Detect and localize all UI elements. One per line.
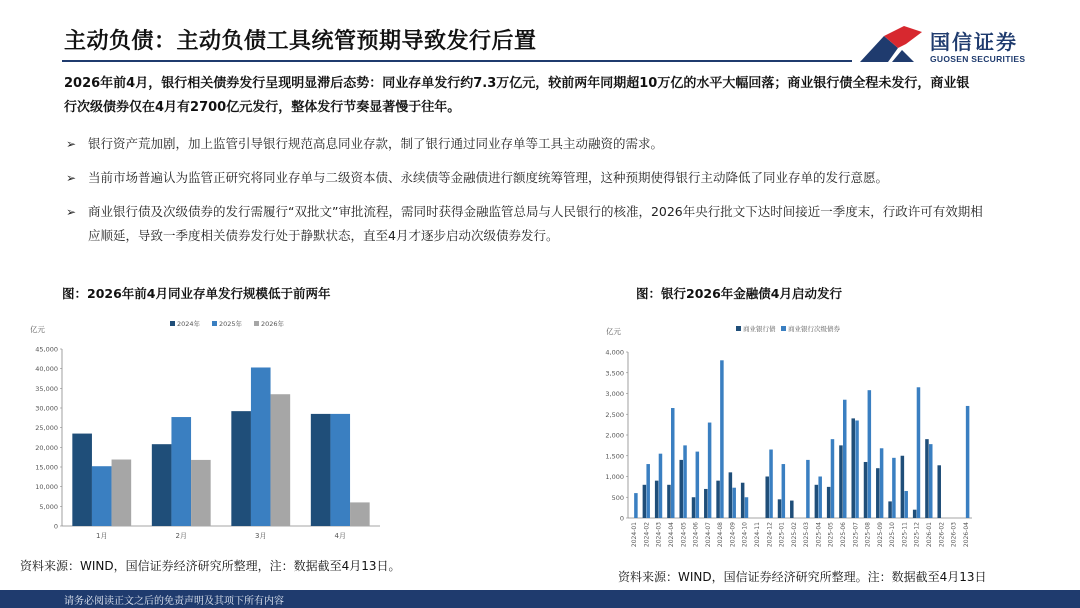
arrow-bullet-icon: ➢ [66, 205, 77, 219]
x-tick-label: 2024-08 [717, 522, 725, 548]
bar-商业银行次级债券-2024-08 [720, 360, 724, 518]
bank-bond-issuance-chart [590, 318, 990, 568]
legend-label: 商业银行次级债券 [788, 325, 840, 333]
bar-商业银行债-2025-08 [864, 462, 868, 518]
legend-label: 商业银行债 [743, 325, 776, 333]
y-tick-label: 35,000 [35, 384, 58, 393]
y-tick-label: 15,000 [35, 463, 58, 472]
bullet-item [64, 132, 984, 156]
bar-商业银行次级债券-2025-01 [782, 464, 786, 518]
bar-商业银行次级债券-2024-12 [769, 450, 773, 518]
bar-商业银行次级债券-2025-06 [843, 400, 847, 518]
x-tick-label: 2024-11 [754, 522, 761, 548]
bar-商业银行债-2024-09 [729, 472, 733, 518]
y-tick-label: 25,000 [35, 424, 58, 433]
bar-2025年-3月 [251, 367, 271, 526]
bullet-text: 银行资产荒加剧，加上监管引导银行规范高息同业存款，制了银行通过同业存单等工具主动融资的需求。 [88, 136, 664, 151]
x-tick-label: 2024-09 [729, 522, 737, 548]
bar-2024年-4月 [311, 414, 331, 526]
y-tick-label: 5,000 [39, 502, 58, 511]
bar-商业银行债-2024-07 [704, 489, 708, 518]
bar-商业银行次级债券-2024-10 [745, 497, 749, 518]
bar-商业银行次级债券-2025-11 [904, 491, 908, 518]
bar-商业银行债-2025-07 [851, 418, 855, 518]
x-tick-label: 2026-03 [950, 522, 958, 548]
y-tick-label: 20,000 [35, 443, 58, 452]
bar-2026年-3月 [271, 394, 291, 526]
y-tick-label: 40,000 [35, 365, 58, 374]
x-tick-label: 2025-02 [790, 522, 798, 548]
y-tick-label: 3,500 [605, 369, 624, 378]
x-tick-label: 2025-09 [876, 522, 884, 548]
x-tick-label: 2025-05 [827, 522, 835, 548]
bar-商业银行债-2024-10 [741, 483, 745, 518]
y-tick-label: 45,000 [35, 345, 58, 354]
y-tick-label: 0 [53, 522, 58, 531]
x-tick-label: 3月 [255, 532, 267, 540]
bar-2026年-4月 [350, 502, 370, 526]
x-tick-label: 2024-06 [692, 522, 700, 548]
legend-label: 2026年 [261, 320, 285, 328]
x-tick-label: 2024-03 [655, 522, 663, 548]
x-tick-label: 2025-06 [840, 522, 847, 548]
bar-商业银行债-2024-05 [679, 460, 683, 518]
y-tick-label: 0 [619, 514, 624, 523]
x-tick-label: 2025-08 [864, 522, 872, 548]
guosen-logo [858, 22, 1058, 68]
bar-2025年-4月 [330, 414, 350, 526]
page-title: 主动负债：主动负债工具统管预期导致发行后置 [64, 29, 537, 54]
chart1-source-note: 资料来源：WIND，国信证券经济研究所整理，注：数据截至4月13日。 [20, 559, 401, 573]
bullet-text: 商业银行债及次级债券的发行需履行“双批文”审批流程，需同时获得金融监管总局与人民银行的核准，2026年央行批文下达时间接近一季度末，行政许可有效期相应顺延，导致一季度相关债券发行处于静默状态，直至4月才逐步启动次级债券发行。 [88, 204, 983, 243]
bar-商业银行次级债券-2024-02 [646, 464, 650, 518]
bar-2025年-2月 [171, 417, 191, 526]
bar-商业银行次级债券-2025-12 [917, 387, 921, 518]
bar-商业银行债-2025-06 [839, 445, 843, 518]
bar-商业银行债-2025-01 [778, 499, 782, 518]
x-tick-label: 2025-04 [815, 522, 823, 548]
bullet-item [64, 166, 984, 190]
bullet-item [64, 200, 984, 248]
bar-商业银行债-2025-05 [827, 487, 831, 518]
logo-text-en: GUOSEN SECURITIES [930, 54, 1026, 64]
guosen-logo-icon [858, 22, 924, 66]
bar-商业银行债-2024-08 [716, 481, 720, 518]
legend-label: 2024年 [177, 320, 201, 328]
bar-商业银行债-2024-12 [765, 477, 769, 519]
chart2-title: 图：银行2026年金融债4月启动发行 [636, 286, 842, 301]
x-tick-label: 2025-11 [901, 522, 909, 548]
y-tick-label: 1,000 [605, 473, 624, 481]
bar-商业银行次级债券-2025-03 [806, 460, 810, 518]
bar-商业银行次级债券-2024-06 [696, 452, 700, 518]
x-tick-label: 2025-01 [778, 522, 786, 548]
bar-商业银行债-2025-10 [888, 501, 892, 518]
bar-商业银行债-2025-12 [913, 510, 917, 518]
bar-2025年-1月 [92, 466, 112, 526]
x-tick-label: 2025-12 [913, 522, 921, 548]
x-tick-label: 2024-07 [704, 522, 712, 548]
y-axis-unit-label: 亿元 [30, 325, 45, 334]
bar-2024年-2月 [152, 444, 172, 526]
x-tick-label: 2025-10 [889, 522, 897, 548]
x-tick-label: 2024-01 [631, 522, 639, 548]
bar-商业银行次级债券-2025-09 [880, 448, 884, 518]
lead-paragraph: 2026年前4月，银行相关债券发行呈现明显滞后态势：同业存单发行约7.3万亿元，较前两年同期超10万亿的水平大幅回落；商业银行债全程未发行，商业银行次级债券仅在4月有2700亿元发行，整体发行节奏显著慢于往年。 [64, 76, 970, 115]
bar-商业银行债-2025-09 [876, 468, 880, 518]
bar-商业银行次级债券-2024-09 [732, 488, 736, 518]
x-tick-label: 2026-01 [926, 522, 933, 548]
legend-label: 2025年 [219, 320, 243, 328]
bar-商业银行次级债券-2025-05 [831, 439, 835, 518]
footer-bar [0, 590, 1080, 608]
bar-商业银行债-2025-02 [790, 501, 794, 518]
bar-商业银行债-2024-03 [655, 481, 659, 518]
bar-商业银行债-2024-04 [667, 485, 671, 518]
bar-商业银行次级债券-2024-03 [659, 454, 663, 518]
bar-商业银行次级债券-2024-04 [671, 408, 675, 518]
bar-商业银行债-2025-04 [815, 485, 819, 518]
bar-商业银行债-2024-06 [692, 497, 696, 518]
bar-2024年-3月 [231, 411, 251, 526]
bar-商业银行债-2026-02 [937, 465, 941, 518]
legend-swatch [170, 321, 175, 326]
y-tick-label: 10,000 [35, 483, 58, 492]
x-tick-label: 2026-04 [962, 522, 970, 548]
x-tick-label: 2月 [175, 532, 187, 540]
y-tick-label: 3,000 [605, 390, 624, 398]
x-tick-label: 2024-04 [668, 522, 675, 548]
bullet-text: 当前市场普遍认为监管正研究将同业存单与二级资本债、永续债等金融债进行额度统筹管理，这种预期使得银行主动降低了同业存单的发行意愿。 [88, 170, 889, 185]
x-tick-label: 2025-07 [852, 522, 860, 548]
bar-商业银行次级债券-2024-05 [683, 445, 687, 518]
x-tick-label: 2026-02 [938, 522, 946, 548]
ncd-issuance-chart [0, 314, 400, 548]
x-tick-label: 2025-03 [803, 522, 811, 548]
bar-商业银行次级债券-2024-07 [708, 423, 712, 518]
legend-swatch [736, 326, 741, 331]
disclaimer-text: 请务必阅读正文之后的免责声明及其项下所有内容 [64, 596, 284, 607]
legend-swatch [212, 321, 217, 326]
arrow-bullet-icon: ➢ [66, 171, 77, 185]
legend-swatch [254, 321, 259, 326]
x-tick-label: 1月 [96, 532, 108, 540]
chart1-title: 图：2026年前4月同业存单发行规模低于前两年 [62, 286, 331, 301]
bar-商业银行次级债券-2024-01 [634, 493, 638, 518]
y-tick-label: 500 [611, 493, 624, 502]
bar-商业银行次级债券-2025-08 [868, 390, 872, 518]
chart2-source-note: 资料来源：WIND，国信证券经济研究所整理。注：数据截至4月13日 [618, 570, 987, 584]
y-tick-label: 4,000 [605, 348, 624, 357]
bar-商业银行次级债券-2026-04 [966, 406, 970, 518]
bar-商业银行次级债券-2026-01 [929, 444, 933, 518]
x-tick-label: 4月 [334, 532, 346, 540]
y-tick-label: 2,500 [605, 410, 624, 419]
bar-商业银行债-2026-01 [925, 439, 929, 518]
y-tick-label: 2,000 [605, 431, 624, 440]
bar-2026年-2月 [191, 460, 211, 526]
x-tick-label: 2024-12 [766, 522, 774, 548]
bar-2026年-1月 [112, 460, 132, 526]
y-axis-unit-label: 亿元 [606, 327, 621, 336]
bar-商业银行次级债券-2025-10 [892, 458, 896, 518]
x-tick-label: 2024-02 [643, 522, 651, 548]
logo-text-cn: 国信证券 [930, 30, 1018, 54]
legend-swatch [781, 326, 786, 331]
bar-商业银行次级债券-2025-07 [855, 420, 859, 518]
bar-2024年-1月 [72, 434, 92, 526]
arrow-bullet-icon: ➢ [66, 137, 77, 151]
bullet-list [64, 132, 984, 258]
title-divider [62, 60, 852, 62]
x-tick-label: 2024-05 [680, 522, 688, 548]
x-tick-label: 2024-10 [741, 522, 749, 548]
y-tick-label: 30,000 [35, 404, 58, 413]
bar-商业银行债-2025-11 [901, 456, 905, 518]
bar-商业银行债-2024-02 [643, 485, 647, 518]
y-tick-label: 1,500 [605, 452, 624, 461]
bar-商业银行次级债券-2025-04 [818, 477, 822, 519]
